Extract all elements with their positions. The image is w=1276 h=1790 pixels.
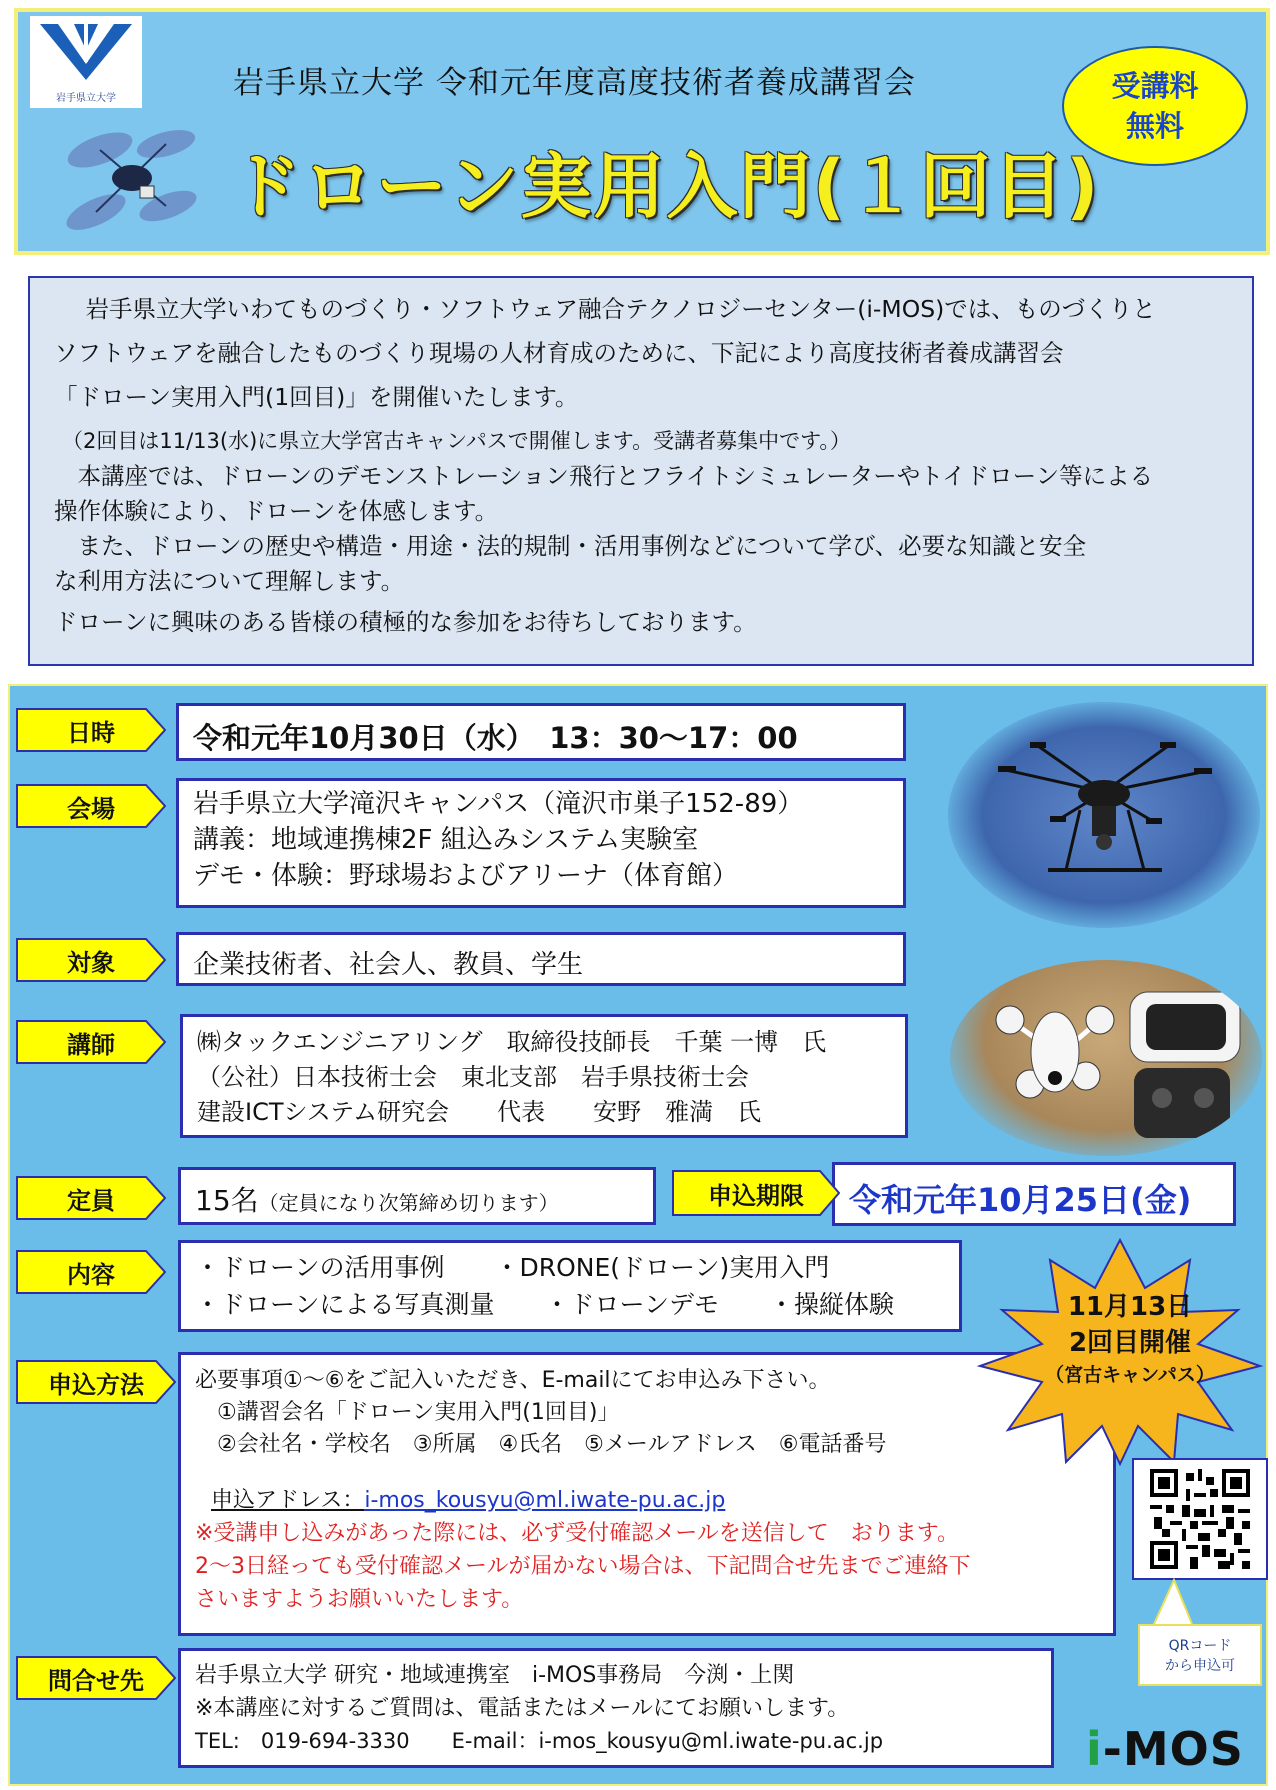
intro-line: また、ドローンの歴史や構造・用途・法的規制・活用事例などについて学び、必要な知識と安全 bbox=[54, 532, 1087, 560]
drone-photo bbox=[948, 702, 1260, 928]
intro-line: な利用方法について理解します。 bbox=[54, 567, 405, 595]
datetime-value: 令和元年10月30日（水） 13：30〜17：00 bbox=[193, 721, 798, 755]
content-label: 内容 bbox=[16, 1250, 166, 1294]
hexacopter-icon bbox=[948, 702, 1260, 928]
intro-line: ソフトウェアを融合したものづくり現場の人材育成のために、下記により高度技術者養成講習会 bbox=[54, 339, 1064, 367]
logo-text: 岩手県立大学 bbox=[56, 93, 116, 104]
university-emblem-icon bbox=[38, 20, 134, 84]
university-logo bbox=[30, 16, 142, 108]
qr-caption-line: から申込可 bbox=[1165, 1658, 1235, 1674]
lecturer-line: ㈱タックエンジニアリング 取締役技師長 千葉 一博 氏 bbox=[197, 1028, 827, 1056]
intro-line: 操作体験により、ドローンを体感します。 bbox=[54, 497, 499, 525]
deadline-box bbox=[832, 1162, 1236, 1226]
second-session-label: 2回目開催 bbox=[1068, 1328, 1192, 1358]
capacity-label: 定員 bbox=[16, 1176, 166, 1220]
intro-line: 岩手県立大学いわてものづくり・ソフトウェア融合テクノロジーセンター(i-MOS)では、ものづくりと bbox=[62, 295, 1156, 323]
venue-box bbox=[176, 778, 906, 908]
datetime-label: 日時 bbox=[16, 708, 166, 752]
qr-code[interactable] bbox=[1132, 1458, 1268, 1580]
fee-badge bbox=[1062, 46, 1248, 166]
imos-logo-prefix: i bbox=[1086, 1722, 1103, 1776]
apply-note: さいますようお願いいたします。 bbox=[195, 1587, 524, 1612]
intro-section bbox=[28, 276, 1254, 666]
contact-line: TEL: 019-694-3330 E-mail：i-mos_kousyu@ml.iwate-pu.ac.jp bbox=[195, 1729, 884, 1753]
deadline-label: 申込期限 bbox=[672, 1170, 840, 1216]
apply-address-label: 申込アドレス： bbox=[211, 1488, 365, 1513]
deadline-value: 令和元年10月25日(金) bbox=[849, 1181, 1192, 1219]
capacity-note: （定員になり次第締め切ります） bbox=[258, 1191, 559, 1215]
callout-pointer-icon bbox=[1152, 1578, 1212, 1626]
target-box bbox=[176, 932, 906, 986]
lecturer-box bbox=[180, 1014, 908, 1138]
venue-line: 講義：地域連携棟2F 組込みシステム実験室 bbox=[193, 825, 699, 855]
qr-caption-line: QRコード bbox=[1168, 1638, 1232, 1654]
capacity-value: 15名 bbox=[195, 1184, 259, 1217]
contact-box bbox=[178, 1648, 1054, 1768]
imos-logo-suffix: -MOS bbox=[1102, 1722, 1244, 1776]
contact-line: ※本講座に対するご質問は、電話またはメールにてお願いします。 bbox=[195, 1696, 850, 1721]
second-session-campus: （宮古キャンパス） bbox=[1045, 1364, 1215, 1386]
second-session-date: 11月13日 bbox=[1067, 1292, 1193, 1322]
page-subtitle: 岩手県立大学 令和元年度高度技術者養成講習会 bbox=[233, 65, 916, 101]
fee-value: 無料 bbox=[1125, 109, 1184, 143]
contact-label: 問合せ先 bbox=[16, 1656, 176, 1700]
apply-address-line bbox=[195, 1485, 1099, 1517]
apply-email-link[interactable]: i-mos_kousyu@ml.iwate-pu.ac.jp bbox=[364, 1488, 726, 1513]
lecturer-line: 建設ICTシステム研究会 代表 安野 雅満 氏 bbox=[197, 1098, 762, 1126]
intro-line: （2回目は11/13(水)に県立大学宮古キャンパスで開催します。受講者募集中です。） bbox=[62, 429, 851, 453]
datetime-box bbox=[176, 703, 906, 761]
venue-line: 岩手県立大学滝沢キャンパス（滝沢市巣子152-89） bbox=[193, 789, 804, 819]
second-session-badge bbox=[1035, 1289, 1225, 1389]
apply-note: ※受講申し込みがあった際には、必ず受付確認メールを送信して おります。 bbox=[195, 1521, 960, 1546]
content-box bbox=[178, 1240, 962, 1332]
page-title: ドローン実用入門(１回目) bbox=[230, 145, 1101, 228]
lecturer-line: （公社）日本技術士会 東北支部 岩手県技術士会 bbox=[197, 1063, 749, 1091]
imos-logo bbox=[1086, 1722, 1244, 1776]
target-label: 対象 bbox=[16, 938, 166, 982]
venue-label: 会場 bbox=[16, 784, 166, 828]
apply-note: 2〜3日経っても受付確認メールが届かない場合は、下記問合せ先までご連絡下 bbox=[195, 1554, 971, 1579]
toy-drone-icon bbox=[950, 960, 1262, 1156]
contact-line: 岩手県立大学 研究・地域連携室 i-MOS事務局 今渕・上関 bbox=[195, 1663, 795, 1688]
apply-line: 必要事項①〜⑥をご記入いただき、E-mailにてお申込み下さい。 bbox=[195, 1368, 831, 1393]
apply-line: ①講習会名「ドローン実用入門(1回目)」 bbox=[195, 1400, 620, 1425]
venue-line: デモ・体験：野球場およびアリーナ（体育館） bbox=[193, 861, 738, 891]
apply-label: 申込方法 bbox=[16, 1360, 176, 1404]
intro-line: 本講座では、ドローンのデモンストレーション飛行とフライトシミュレーターやトイドローン等による bbox=[54, 462, 1154, 490]
drone-icon bbox=[62, 120, 202, 248]
intro-line: ドローンに興味のある皆様の積極的な参加をお待ちしております。 bbox=[54, 608, 757, 636]
fee-label: 受講料 bbox=[1111, 69, 1199, 103]
lecturer-label: 講師 bbox=[16, 1020, 166, 1064]
content-line: ・ドローンの活用事例 ・DRONE(ドローン)実用入門 bbox=[195, 1253, 830, 1282]
intro-line: 「ドローン実用入門(1回目)」を開催いたします。 bbox=[54, 383, 579, 411]
qr-code-icon bbox=[1150, 1469, 1250, 1569]
toy-drone-photo bbox=[950, 960, 1262, 1156]
capacity-box bbox=[178, 1167, 656, 1225]
content-line: ・ドローンによる写真測量 ・ドローンデモ ・操縦体験 bbox=[195, 1290, 895, 1319]
header-banner bbox=[14, 8, 1270, 255]
qr-caption bbox=[1138, 1624, 1262, 1686]
target-value: 企業技術者、社会人、教員、学生 bbox=[193, 950, 584, 980]
apply-line: ②会社名・学校名 ③所属 ④氏名 ⑤メールアドレス ⑥電話番号 bbox=[195, 1432, 887, 1457]
